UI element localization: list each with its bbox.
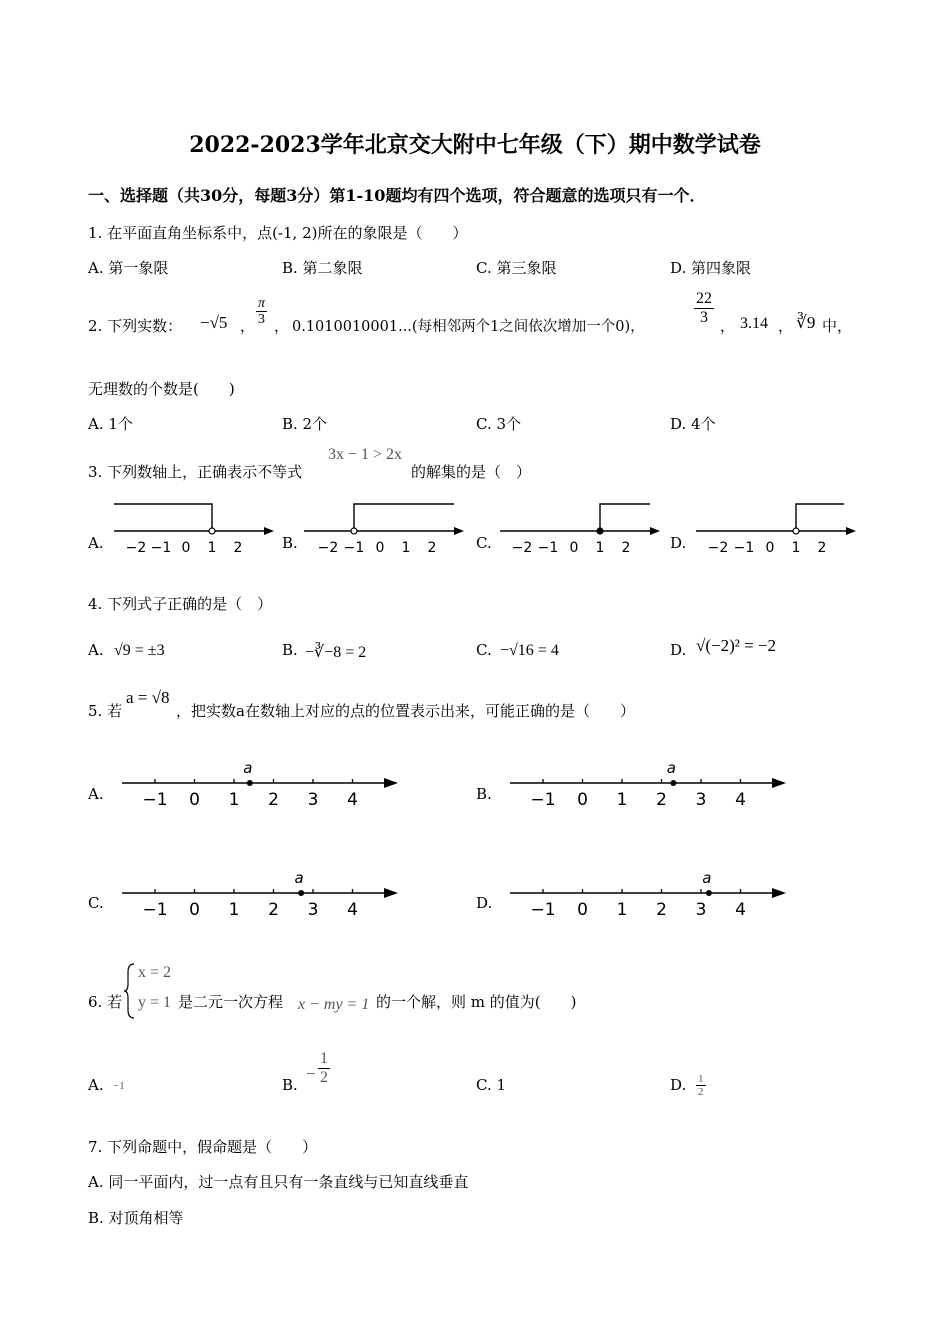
q6-option-b-fraction xyxy=(318,1050,330,1086)
tick-label: 2 xyxy=(427,540,437,556)
brace-path xyxy=(124,964,134,1018)
q3-numberline-b xyxy=(298,495,468,559)
q6-equation: x − my = 1 xyxy=(298,996,370,1013)
tick-label: 1 xyxy=(616,900,628,920)
tick-label: 1 xyxy=(228,790,240,810)
tick-label: −1 xyxy=(142,790,168,810)
tick-label: −1 xyxy=(530,790,556,810)
tick-label: 0 xyxy=(375,540,385,556)
q1-option-a: A. 第一象限 xyxy=(88,259,169,277)
q4-option-a-expr: √9 = ±3 xyxy=(114,642,165,659)
tick-label: 1 xyxy=(595,540,605,556)
q7-option-b: B. 对顶角相等 xyxy=(88,1209,184,1227)
q6-mid: 是二元一次方程 xyxy=(178,993,284,1011)
q2-neg-sqrt5: −√5 xyxy=(200,313,228,332)
q5-suffix: ，把实数a在数轴上对应的点的位置表示出来，可能正确的是（ ） xyxy=(176,702,635,720)
tick-label: −1 xyxy=(142,900,168,920)
q2-comma-2: ， xyxy=(274,317,290,335)
q1-option-c: C. 第三象限 xyxy=(476,259,557,277)
tick-label: 4 xyxy=(735,900,746,920)
q6-b-num: 1 xyxy=(320,1050,328,1067)
section-heading: 一、选择题（共30分，每题3分）第1-10题均有四个选项，符合题意的选项只有一个． xyxy=(88,186,706,205)
tick-label: 1 xyxy=(616,790,628,810)
closed-point xyxy=(597,528,603,534)
q6-option-c: C. 1 xyxy=(476,1076,507,1094)
tick-label: 0 xyxy=(189,790,200,810)
q6-d-den: 2 xyxy=(698,1086,704,1099)
q4-option-d-expr: √(−2)² = −2 xyxy=(696,636,777,655)
q4-option-d-label: D. xyxy=(670,641,687,659)
q3-option-d-label: D. xyxy=(670,534,687,552)
tick-label: −2 xyxy=(125,540,147,556)
tick-label: 0 xyxy=(765,540,775,556)
axis-arrow xyxy=(846,527,856,535)
q4-option-b-expr: −∛−8 = 2 xyxy=(305,644,367,661)
q6-option-d-label: D. xyxy=(670,1076,687,1094)
tick-label: 2 xyxy=(233,540,243,556)
point-a-label: a xyxy=(243,759,253,777)
point-a xyxy=(247,780,253,786)
q2-pi-den: 3 xyxy=(258,312,265,328)
q5-option-d-label: D. xyxy=(476,894,493,912)
tick-label: 3 xyxy=(695,790,707,810)
q5-option-c-label: C. xyxy=(88,894,104,912)
tick-label: 3 xyxy=(307,790,319,810)
q3-suffix: 的解集的是（ ） xyxy=(411,463,532,481)
point-a xyxy=(706,890,712,896)
q2-frac-den: 3 xyxy=(700,308,708,326)
tick-label: −2 xyxy=(511,540,533,556)
question-2-prefix: 2. 下列实数： xyxy=(88,317,183,335)
q2-option-d: D. 4个 xyxy=(670,415,716,433)
solution-bracket xyxy=(600,504,650,528)
q7-option-a: A. 同一平面内，过一点有且只有一条直线与已知直线垂直 xyxy=(88,1173,469,1191)
page-title: 2022-2023学年北京交大附中七年级（下）期中数学试卷 xyxy=(189,132,761,158)
q6-suffix: 的一个解，则 m 的值为( ) xyxy=(376,993,577,1011)
tick-label: 1 xyxy=(207,540,217,556)
q5-numberline-c xyxy=(118,865,403,925)
q5-numberline-a xyxy=(118,755,403,815)
q6-option-b-sign: − xyxy=(306,1064,316,1083)
point-a-label: a xyxy=(294,869,304,887)
q3-inequality: 3x − 1 > 2x xyxy=(328,446,403,463)
q6-system-brace xyxy=(124,962,136,1020)
question-5-prefix: 5. 若 xyxy=(88,702,123,720)
tick-label: −1 xyxy=(537,540,559,556)
q2-frac-num: 22 xyxy=(696,290,712,307)
tick-label: 3 xyxy=(695,900,707,920)
tick-label: 2 xyxy=(268,790,279,810)
q3-option-b-label: B. xyxy=(282,534,298,552)
q3-option-a-label: A. xyxy=(88,534,104,552)
tick-label: 2 xyxy=(268,900,279,920)
q5-numberline-d xyxy=(506,865,791,925)
q2-22-over-3 xyxy=(694,290,714,326)
tick-label: 0 xyxy=(577,790,588,810)
tick-label: 4 xyxy=(347,900,358,920)
axis-arrow xyxy=(454,527,464,535)
question-3-prefix: 3. 下列数轴上，正确表示不等式 xyxy=(88,463,303,481)
q5-option-a-label: A. xyxy=(88,785,104,803)
q6-d-num: 1 xyxy=(698,1073,704,1085)
question-6-prefix: 6. 若 xyxy=(88,993,123,1011)
open-point xyxy=(793,528,799,534)
q4-option-c-label: C. xyxy=(476,641,492,659)
q5-numberline-b xyxy=(506,755,791,815)
tick-label: 3 xyxy=(307,900,319,920)
q6-b-den: 2 xyxy=(320,1068,328,1086)
q2-pi-over-3 xyxy=(256,296,267,328)
axis-arrow xyxy=(772,778,786,788)
solution-bracket xyxy=(114,504,212,528)
tick-label: 4 xyxy=(735,790,746,810)
open-point xyxy=(351,528,357,534)
q4-option-a-label: A. xyxy=(88,641,104,659)
q4-option-b-label: B. xyxy=(282,641,298,659)
tick-label: 0 xyxy=(181,540,191,556)
point-a-label: a xyxy=(666,759,676,777)
tick-label: −1 xyxy=(733,540,755,556)
solution-bracket xyxy=(796,504,844,528)
q6-option-a-value: −1 xyxy=(113,1080,125,1092)
q2-decimal: 0.1010010001...(每相邻两个1之间依次增加一个0)， xyxy=(292,319,645,335)
q5-option-b-label: B. xyxy=(476,785,492,803)
axis-arrow xyxy=(650,527,660,535)
q2-3-14: 3.14 xyxy=(740,315,768,332)
q2-line2: 无理数的个数是( ) xyxy=(88,380,235,398)
q4-option-c-expr: −√16 = 4 xyxy=(500,642,559,659)
question-1-stem: 1. 在平面直角坐标系中，点(-1, 2)所在的象限是（ ） xyxy=(88,224,468,242)
tick-label: −2 xyxy=(707,540,729,556)
q2-comma-1: ， xyxy=(240,317,256,335)
q6-option-d-fraction xyxy=(696,1073,706,1098)
q2-comma-3: ， xyxy=(720,317,736,335)
axis-arrow xyxy=(772,888,786,898)
q3-numberline-c xyxy=(494,495,664,559)
tick-label: 2 xyxy=(656,900,667,920)
q6-system-eq2: y = 1 xyxy=(138,994,172,1011)
axis-arrow xyxy=(384,888,398,898)
tick-label: 4 xyxy=(347,790,358,810)
q2-pi-num: π xyxy=(258,296,266,311)
tick-label: 0 xyxy=(577,900,588,920)
q6-option-b-label: B. xyxy=(282,1076,298,1094)
q3-numberline-d xyxy=(690,495,860,559)
axis-arrow xyxy=(384,778,398,788)
tick-label: 2 xyxy=(621,540,631,556)
tick-label: −1 xyxy=(150,540,172,556)
tick-label: 0 xyxy=(189,900,200,920)
tick-label: 0 xyxy=(569,540,579,556)
tick-label: 2 xyxy=(817,540,827,556)
tick-label: −1 xyxy=(343,540,365,556)
tick-label: 1 xyxy=(228,900,240,920)
q2-option-c: C. 3个 xyxy=(476,415,522,433)
q1-option-d: D. 第四象限 xyxy=(670,259,752,277)
tick-label: 2 xyxy=(656,790,667,810)
open-point xyxy=(209,528,215,534)
q1-option-b: B. 第二象限 xyxy=(282,259,363,277)
q2-suffix: 中， xyxy=(822,317,853,335)
q3-option-c-label: C. xyxy=(476,534,492,552)
q5-equation: a = √8 xyxy=(126,688,170,707)
solution-bracket xyxy=(354,504,454,528)
q6-option-a-label: A. xyxy=(88,1076,104,1094)
q6-system-eq1: x = 2 xyxy=(138,964,172,981)
tick-label: −1 xyxy=(530,900,556,920)
tick-label: 1 xyxy=(791,540,801,556)
tick-label: −2 xyxy=(317,540,339,556)
q2-option-a: A. 1个 xyxy=(88,415,133,433)
q2-comma-4: ， xyxy=(778,317,794,335)
q2-option-b: B. 2个 xyxy=(282,415,328,433)
point-a xyxy=(298,890,304,896)
point-a-label: a xyxy=(702,869,712,887)
axis-arrow xyxy=(264,527,274,535)
q2-cbrt9: ∛9 xyxy=(796,313,816,332)
question-4-stem: 4. 下列式子正确的是（ ） xyxy=(88,595,273,613)
point-a xyxy=(670,780,676,786)
question-7-stem: 7. 下列命题中，假命题是（ ） xyxy=(88,1138,318,1156)
tick-label: 1 xyxy=(401,540,411,556)
q3-numberline-a xyxy=(108,495,278,559)
